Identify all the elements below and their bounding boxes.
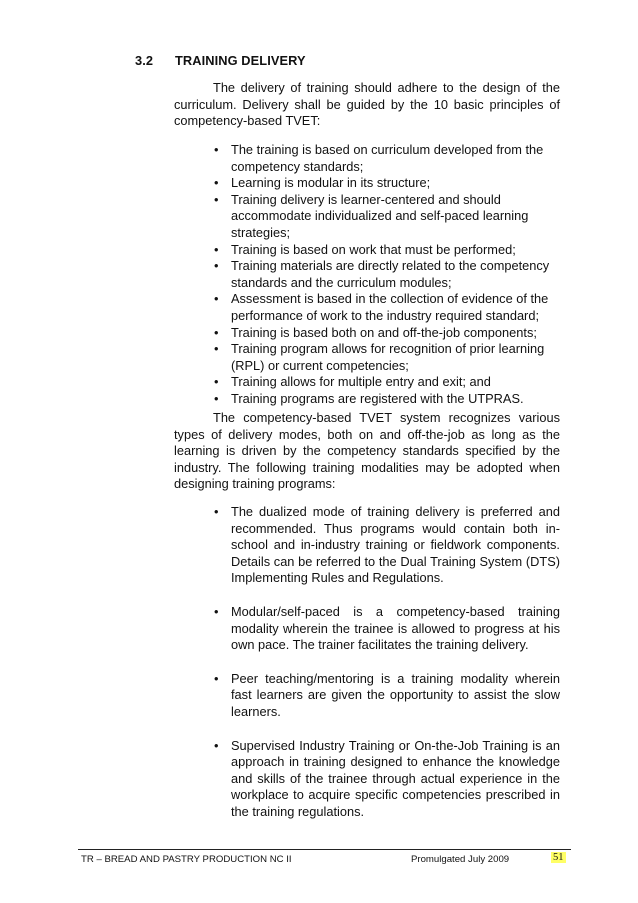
principle-text: Training program allows for recognition of prior learning (RPL) or current competencies;: [231, 341, 545, 373]
bullet-icon: •: [214, 324, 219, 340]
list-item: [214, 604, 560, 654]
list-item: [214, 504, 560, 587]
principle-text: Training allows for multiple entry and exit; and: [231, 374, 491, 390]
bullet-icon: •: [214, 374, 219, 390]
principle-text: Training is based on work that must be performed;: [231, 241, 516, 257]
page-number: 51: [553, 852, 564, 863]
list-item: [214, 192, 560, 242]
footer-promulgation-date: Promulgated July 2009: [411, 854, 510, 865]
bullet-icon: •: [214, 341, 219, 357]
bullet-icon: •: [214, 390, 219, 406]
bullet-icon: •: [214, 142, 219, 157]
bullet-icon: •: [214, 175, 219, 191]
principle-text: Training is based both on and off-the-job components;: [231, 324, 537, 340]
bullet-icon: •: [214, 291, 219, 307]
list-item: [214, 374, 560, 391]
list-item: [214, 242, 560, 259]
list-item: [214, 341, 560, 374]
section-number: 3.2: [135, 53, 154, 68]
footer-divider: [78, 849, 571, 850]
footer-document-title: TR – BREAD AND PASTRY PRODUCTION NC II: [81, 854, 292, 865]
bullet-icon: •: [214, 241, 219, 257]
modalities-list: [214, 504, 560, 838]
list-item: [214, 142, 560, 175]
list-item: [214, 738, 560, 821]
bullet-icon: •: [214, 670, 219, 686]
principle-text: Training programs are registered with the UTPRAS.: [231, 390, 524, 406]
bullet-icon: •: [214, 504, 219, 519]
list-item: [214, 175, 560, 192]
intro-paragraph: The delivery of training should adhere to the design of the curriculum. Delivery shall be guided by the 10 basic principles of competency-based TVET:: [174, 80, 560, 129]
list-item: [214, 671, 560, 721]
modes-paragraph-block: [174, 410, 560, 493]
list-item: [214, 258, 560, 291]
modality-text: Supervised Industry Training or On-the-Job Training is an approach in training designed to enhance the knowledge and skills of the trainee through actual experience in the workplace to acquire specific competencies prescribed in the training regulations.: [231, 737, 560, 819]
bullet-icon: •: [214, 737, 219, 753]
list-item: [214, 291, 560, 324]
principles-list: [214, 142, 560, 408]
section-heading: [135, 53, 306, 68]
section-title: TRAINING DELIVERY: [175, 53, 306, 68]
bullet-icon: •: [214, 603, 219, 619]
principle-text: Training delivery is learner-centered and should accommodate individualized and self-paced learning strategies;: [231, 191, 529, 240]
bullet-icon: •: [214, 191, 219, 207]
list-item: [214, 391, 560, 408]
principle-text: Assessment is based in the collection of evidence of the performance of work to the industry required standard;: [231, 291, 549, 323]
list-item: [214, 325, 560, 342]
principle-text: Learning is modular in its structure;: [231, 175, 431, 191]
intro-paragraph-block: [174, 80, 560, 130]
modality-text: Modular/self-paced is a competency-based training modality wherein the trainee is allowed to progress at his own pace. The trainer facilitates the training delivery.: [231, 603, 560, 653]
modality-text: Peer teaching/mentoring is a training modality wherein fast learners are given the opportunity to assist the slow learners.: [231, 670, 560, 719]
modes-paragraph: The competency-based TVET system recognizes various types of delivery modes, both on and off-the-job as long as the learning is driven by the competency standards specified by the industry. The following training modalities may be adopted when designing training programs:: [174, 410, 560, 492]
modality-text: The dualized mode of training delivery is preferred and recommended. Thus programs would contain both in-school and in-industry training or fieldwork components. Details can be referred to the Dual Training System (DTS) Implementing Rules and Regulations.: [231, 504, 560, 586]
principle-text: The training is based on curriculum developed from the competency standards;: [231, 142, 544, 174]
bullet-icon: •: [214, 258, 219, 274]
principle-text: Training materials are directly related to the competency standards and the curriculum modules;: [231, 258, 550, 290]
